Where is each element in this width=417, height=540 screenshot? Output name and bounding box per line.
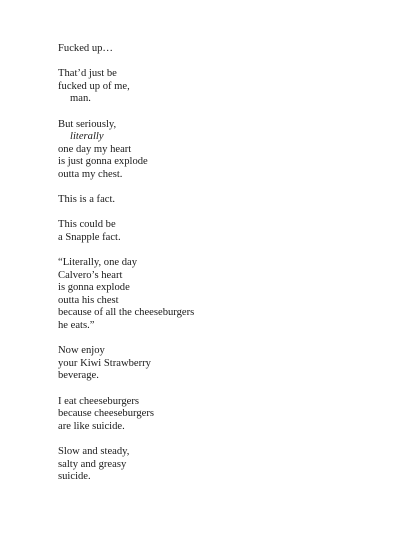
poem-line: I eat cheeseburgers [58,395,139,407]
poem-line: because of all the cheeseburgers [58,307,195,319]
poem-line: man. [70,93,91,105]
poem-line: Fucked up… [58,43,114,54]
stanza-7 [58,345,378,383]
poem-line: one day my heart [58,143,132,155]
poem-line: “Literally, one day [58,257,138,269]
poem-line: This could be [58,219,116,231]
stanza-5 [58,219,378,244]
poem-line: is gonna explode [58,282,130,294]
poem-line: suicide. [58,471,91,483]
poem-line: is just gonna explode [58,156,148,168]
stanza-9 [58,446,378,484]
poem-line: Now enjoy [58,345,105,357]
stanza-3 [58,119,378,182]
poem-line: That’d just be [58,68,117,80]
stanza-1 [58,43,378,56]
poem-line: he eats.” [58,320,95,332]
poem-line: are like suicide. [58,420,125,432]
stanza-2 [58,68,378,106]
poem-body [58,43,378,496]
poem-line: Slow and steady, [58,446,130,457]
stanza-6 [58,257,378,333]
poem-line: outta my chest. [58,168,123,180]
poem-line: because cheeseburgers [58,408,154,420]
stanza-8 [58,396,378,434]
poem-line: But seriously, [58,118,117,130]
poem-line: fucked up of me, [58,80,130,92]
poem-line: your Kiwi Strawberry [58,357,151,369]
poem-line-emphasis: literally [70,131,104,143]
poem-line: a Snapple fact. [58,231,121,243]
poem-line: salty and greasy [58,458,127,470]
poem-line: outta his chest [58,294,119,306]
poem-line: This is a fact. [58,194,116,206]
stanza-4 [58,194,378,207]
poem-line: Calvero’s heart [58,269,123,281]
poem-line: beverage. [58,370,99,382]
